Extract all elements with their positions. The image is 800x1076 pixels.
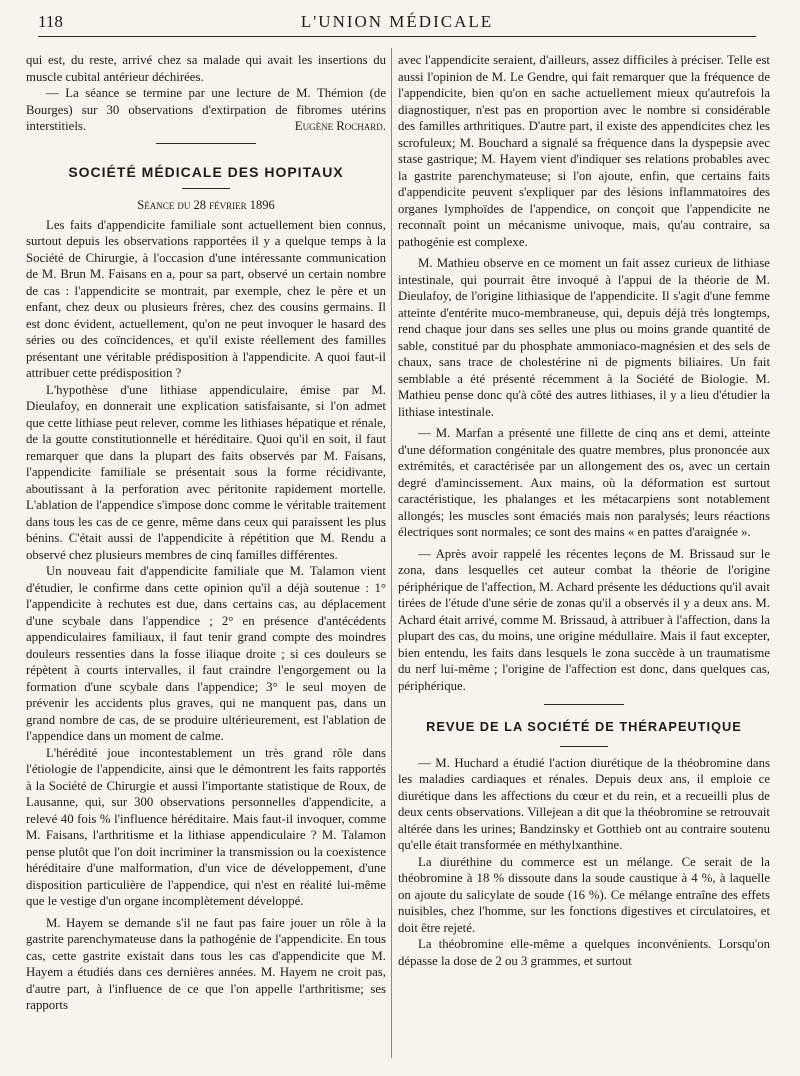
- right-column: [398, 52, 770, 1068]
- continuation-paragraph: qui est, du reste, arrivé chez sa malade qui avait les insertions du muscle cubital antérieur déchirées.: [26, 53, 386, 84]
- seance-end-paragraph: [26, 85, 386, 135]
- seance-end-text: — La séance se termine par une lecture de M. Thémion (de Bourges) sur 30 observations d'extirpation de fibromes utérins interstitiels.: [26, 86, 386, 133]
- page-number: 118: [38, 12, 63, 31]
- session-date: Séance du 28 février 1896: [137, 198, 275, 212]
- left-column: [26, 52, 386, 1068]
- paragraph: — M. Marfan a présenté une fillette de cinq ans et demi, atteinte d'une déformation congénitale des quatre membres, plus prononcée aux extrémités, et caractérisée par un allongement des os, avec un certain degré d'amincissement. Aux mains, où la déformation est surtout caractéristique, les phalanges et les métacarpiens sont notablement allongés; les muscles sont émaciés mais non paralysés; leurs réactions électriques sont normales; ce sont des mains « en pattes d'araignée ».: [398, 426, 770, 539]
- column-divider: [391, 48, 392, 1058]
- section-title-rule: [560, 746, 608, 747]
- paragraph: Les faits d'appendicite familiale sont actuellement bien connus, surtout depuis les observations rapportées il y a quelque temps à la Société de Chirurgie, à l'occasion d'une intéressante communication de M. Brun M. Faisans en a, pour sa part, observé un certain nombre de cas : l'appendicite se montrait, par exemple, chez le père et un enfant, chez deux ou plusieurs frères, chez des cousins germains. Il est donc évident, actuellement, qu'on ne peut invoquer le hasard des séries ou des coïncidences, et qu'il existe réellement des familles présentant une véritable prédisposition à l'appendicite. A quoi faut-il attribuer cette prédisposition ?: [26, 217, 386, 380]
- page-header: [38, 10, 756, 40]
- journal-title: L'UNION MÉDICALE: [300, 12, 494, 31]
- paragraph: La diuréthine du commerce est un mélange. Ce serait de la théobromine à 18 % dissoute dans la soude caustique à 4 %, à laquelle on ajoute du salicylate de soude (16 %). Ce mélange entraîne des effets nuisibles, chez l'homme, sur les fonctions digestives et circulatoires, et doit être rejeté.: [398, 854, 770, 935]
- paragraph: avec l'appendicite seraient, d'ailleurs, assez difficiles à préciser. Telle est aussi l'opinion de M. Le Gendre, qui fait remarquer que la fréquence de l'appendicite, bien qu'on en sache actuellement mieux qu'autrefois la diagnostiquer, n'est pas en proportion avec le nombre si considérable des familles arthritiques. D'autre part, il existe des appendicites chez les scrofuleux; M. Bouchard a signalé sa fréquence dans la dyspepsie avec stase gastrique; M. Hayem vient d'indiquer ses relations probables avec la gastrite parenchymateuse; si l'on ajoute, enfin, que certains faits d'appendicite peuvent s'expliquer par des lésions inflammatoires des organes lymphoïdes de l'appendice, on conçoit que l'appendicite ne reconnaît point un mécanisme univoque, mais, qu'au contraire, sa pathogénie est complexe.: [398, 53, 770, 249]
- paragraph: — Après avoir rappelé les récentes leçons de M. Brissaud sur le zona, dans lesquelles cet auteur combat la théorie de l'origine périphérique de l'affection, M. Achard présente les déductions qu'il avait tirées de l'étude d'une série de zonas qu'il a observés il y a deux ans. M. Achard était arrivé, comme M. Brissaud, à attribuer à l'affection, dans la plupart des cas, du moins, une origine médullaire. Mais il faut excepter, bien entendu, les faits dans lesquels le zona succède à un traumatisme du nerf lui-même ; l'origine de l'affection est donc, dans quelques cas, périphérique.: [398, 546, 770, 693]
- paragraph: Un nouveau fait d'appendicite familiale que M. Talamon vient d'étudier, le confirme dans cette opinion qu'il a déjà soutenue : 1° l'appendicite à rechutes est due, dans certains cas, au déplacement d'une scybale dans l'appendice ; 2° en présence d'antécédents appendiculaires familiaux, il faut tenir grand compte des moindres douleurs ressenties dans la fosse iliaque droite ; si ces douleurs se répètent à courts intervalles, il faut craindre l'engorgement ou la formation d'une scybale dans l'appendice; 3° le seul moyen de prévenir les accidents plus graves, qui ne manquent pas, dans un grand nombre de cas, de se produire ultérieurement, est l'ablation de l'appendice dans un moment de calme.: [26, 564, 386, 743]
- paragraph: — M. Huchard a étudié l'action diurétique de la théobromine dans les maladies cardiaques et rénales. Depuis deux ans, il emploie ce diurétique dans les affections du cœur et du rein, et a recueilli plus de deux cents observations. Villejean a dit que la théobromine se retrouvait altérée dans les urines; Bandzinsky et Gotthieb ont au contraire soutenu qu'elle était transformée en méthylxanthine.: [398, 755, 770, 852]
- paragraph: M. Hayem se demande s'il ne faut pas faire jouer un rôle à la gastrite parenchymateuse dans la pathogénie de l'appendicite. En tous cas, cette gastrite existait dans tous les cas d'appendicite que M. Hayem a étudiés dans ces dernières années. M. Hayem ne croit pas, d'autre part, à l'influence de ce que l'on appelle l'arthritisme; ses rapports: [26, 915, 386, 1012]
- paragraph: L'hérédité joue incontestablement un très grand rôle dans l'étiologie de l'appendicite, ainsi que le démontrent les faits rapportés à la Société de Chirurgie et aussi l'importante statistique de Roux, de Lausanne, qui, sur 300 observations personnelles d'appendicite, a relevé 40 fois % l'influence héréditaire. Mais faut-il invoquer, comme M. Faisans, l'arthritisme et la lithiase appendiculaire ? M. Talamon pense plutôt que l'on doit incriminer la transmission ou la coexistence héréditaire d'une malformation, d'un vice de développement, d'une disposition particulière de l'appendice, qui n'est en réalité lui-même que le vestige d'un organe incomplètement développé.: [26, 745, 386, 908]
- section-title-rule: [182, 188, 230, 189]
- section-rule: [544, 704, 624, 705]
- header-rule: [38, 36, 756, 37]
- section-title-hopitaux: SOCIÉTÉ MÉDICALE DES HOPITAUX: [68, 163, 344, 180]
- paragraph: M. Mathieu observe en ce moment un fait assez curieux de lithiase intestinale, qui pourrait être invoqué à l'appui de la théorie de M. Dieulafoy, de l'origine lithiasique de l'appendicite. Il s'agit d'une femme atteinte d'entérite muco-membraneuse, qui, depuis déjà très longtemps, rend chaque jour dans ses selles une plus ou moins grande quantité de sable, constitué par du phosphate ammoniaco-magnésien et des sels de chaux, sans trace de cholestérine ni de pigments biliaires. Un fait semblable a été présenté récemment à la Société de Biologie. M. Mathieu pense donc qu'à côté des autres lithiases, il y a lieu d'étudier la lithiase intestinale.: [398, 256, 770, 419]
- signature: Eugène Rochard.: [294, 119, 386, 133]
- paragraph: La théobromine elle-même a quelques inconvénients. Lorsqu'on dépasse la dose de 2 ou 3 grammes, et surtout: [398, 937, 770, 968]
- paragraph: L'hypothèse d'une lithiase appendiculaire, émise par M. Dieulafoy, en donnerait une explication satisfaisante, si l'on admet que cette lithiase peut relever, comme les lithiases hépatique et rénale, de la goutte constitutionnelle et héréditaire. Quoi qu'il en soit, il faut remarquer que dans la plupart des faits observés par M. Faisans, l'appendicite familiale se présentait sous la forme récidivante, aboutissant à la perforation avec péritonite rapidement mortelle. L'ablation de l'appendice s'impose donc comme le véritable traitement dans tous les cas de ce genre, même dans ceux qui paraissent les plus bénins. C'était aussi de l'appendicite à répétition que M. Rendu a observé chez plusieurs membres de cinq familles différentes.: [26, 382, 386, 562]
- section-title-therapeutique: REVUE DE LA SOCIÉTÉ DE THÉRAPEUTIQUE: [426, 719, 742, 734]
- section-rule: [156, 143, 256, 144]
